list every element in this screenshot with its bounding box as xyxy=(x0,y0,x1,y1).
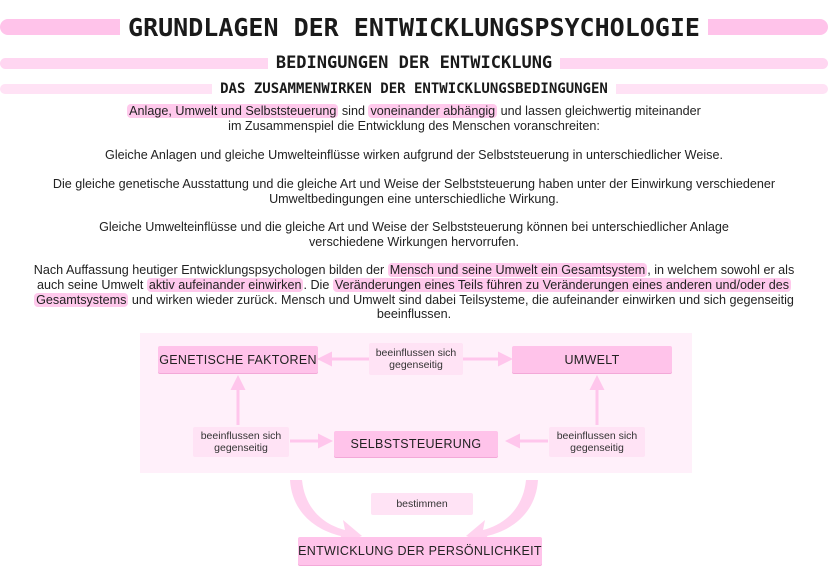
label-determine: bestimmen xyxy=(371,493,473,515)
text-span: sind xyxy=(338,104,369,118)
label-influence-top xyxy=(369,343,463,375)
label-line: gegenseitig xyxy=(389,359,443,371)
environment-box: UMWELT xyxy=(512,346,672,373)
self-regulation-box: SELBSTSTEUERUNG xyxy=(334,431,498,457)
highlight-text: Anlage, Umwelt und Selbststeuerung xyxy=(129,104,337,118)
section-title: DAS ZUSAMMENWIRKEN DER ENTWICKLUNGSBEDINGUNGEN xyxy=(212,81,616,97)
label-influence-left xyxy=(193,427,289,457)
label-line: beeinflussen sich xyxy=(200,430,282,442)
curved-arrow-right xyxy=(466,480,538,545)
label-influence-right xyxy=(549,427,645,457)
text-span: und wirken wieder zurück. Mensch und Umwelt sind dabei Teilsysteme, die aufeinander einwirken und sich gegenseitig xyxy=(128,292,794,307)
label-line: gegenseitig xyxy=(570,442,624,454)
highlight-text: aktiv aufeinander einwirken xyxy=(148,277,302,292)
text-span: auch seine Umwelt xyxy=(36,277,147,292)
text-line: Gleiche Umwelteinflüsse und die gleiche Art und Weise der Selbststeuerung können bei unterschiedlicher Anlage xyxy=(99,220,729,234)
text-span: , in welchem sowohl er als xyxy=(647,263,795,277)
text-line: verschiedene Wirkungen hervorrufen. xyxy=(308,234,519,249)
curved-arrow-left xyxy=(290,480,362,545)
paragraph-2: Gleiche Anlagen und gleiche Umwelteinflüsse wirken aufgrund der Selbststeuerung in unterschiedlicher Weise. xyxy=(105,148,723,162)
text-span: Nach Auffassung heutiger Entwicklungspsychologen bilden der xyxy=(33,263,388,277)
page-title: GRUNDLAGEN DER ENTWICKLUNGSPSYCHOLOGIE xyxy=(120,13,708,42)
personality-development-box: ENTWICKLUNG DER PERSÖNLICHKEIT xyxy=(298,537,542,565)
highlight-text: Mensch und seine Umwelt ein Gesamtsystem xyxy=(389,263,646,277)
highlight-text: Veränderungen eines Teils führen zu Veränderungen eines anderen und/oder des xyxy=(334,277,790,292)
text-span: . Die xyxy=(303,277,333,292)
label-line: beeinflussen sich xyxy=(375,347,457,359)
text-line: beeinflussen. xyxy=(376,307,452,322)
text-span: und lassen gleichwertig miteinander xyxy=(497,104,701,118)
highlight-text: voneinander abhängig xyxy=(370,104,496,118)
page-subtitle: BEDINGUNGEN DER ENTWICKLUNG xyxy=(268,53,560,73)
genetic-factors-box: GENETISCHE FAKTOREN xyxy=(158,346,318,373)
label-line: beeinflussen sich xyxy=(556,430,638,442)
text-line: Umweltbedingungen eine unterschiedliche Wirkung. xyxy=(269,191,559,206)
text-line: Die gleiche genetische Ausstattung und die gleiche Art und Weise der Selbststeuerung haben unter der Einwirkung verschiedener xyxy=(52,177,776,191)
label-line: gegenseitig xyxy=(214,442,268,454)
highlight-text: Gesamtsystems xyxy=(36,292,127,307)
text-line: im Zusammenspiel die Entwicklung des Menschen voranschreiten: xyxy=(228,118,600,133)
